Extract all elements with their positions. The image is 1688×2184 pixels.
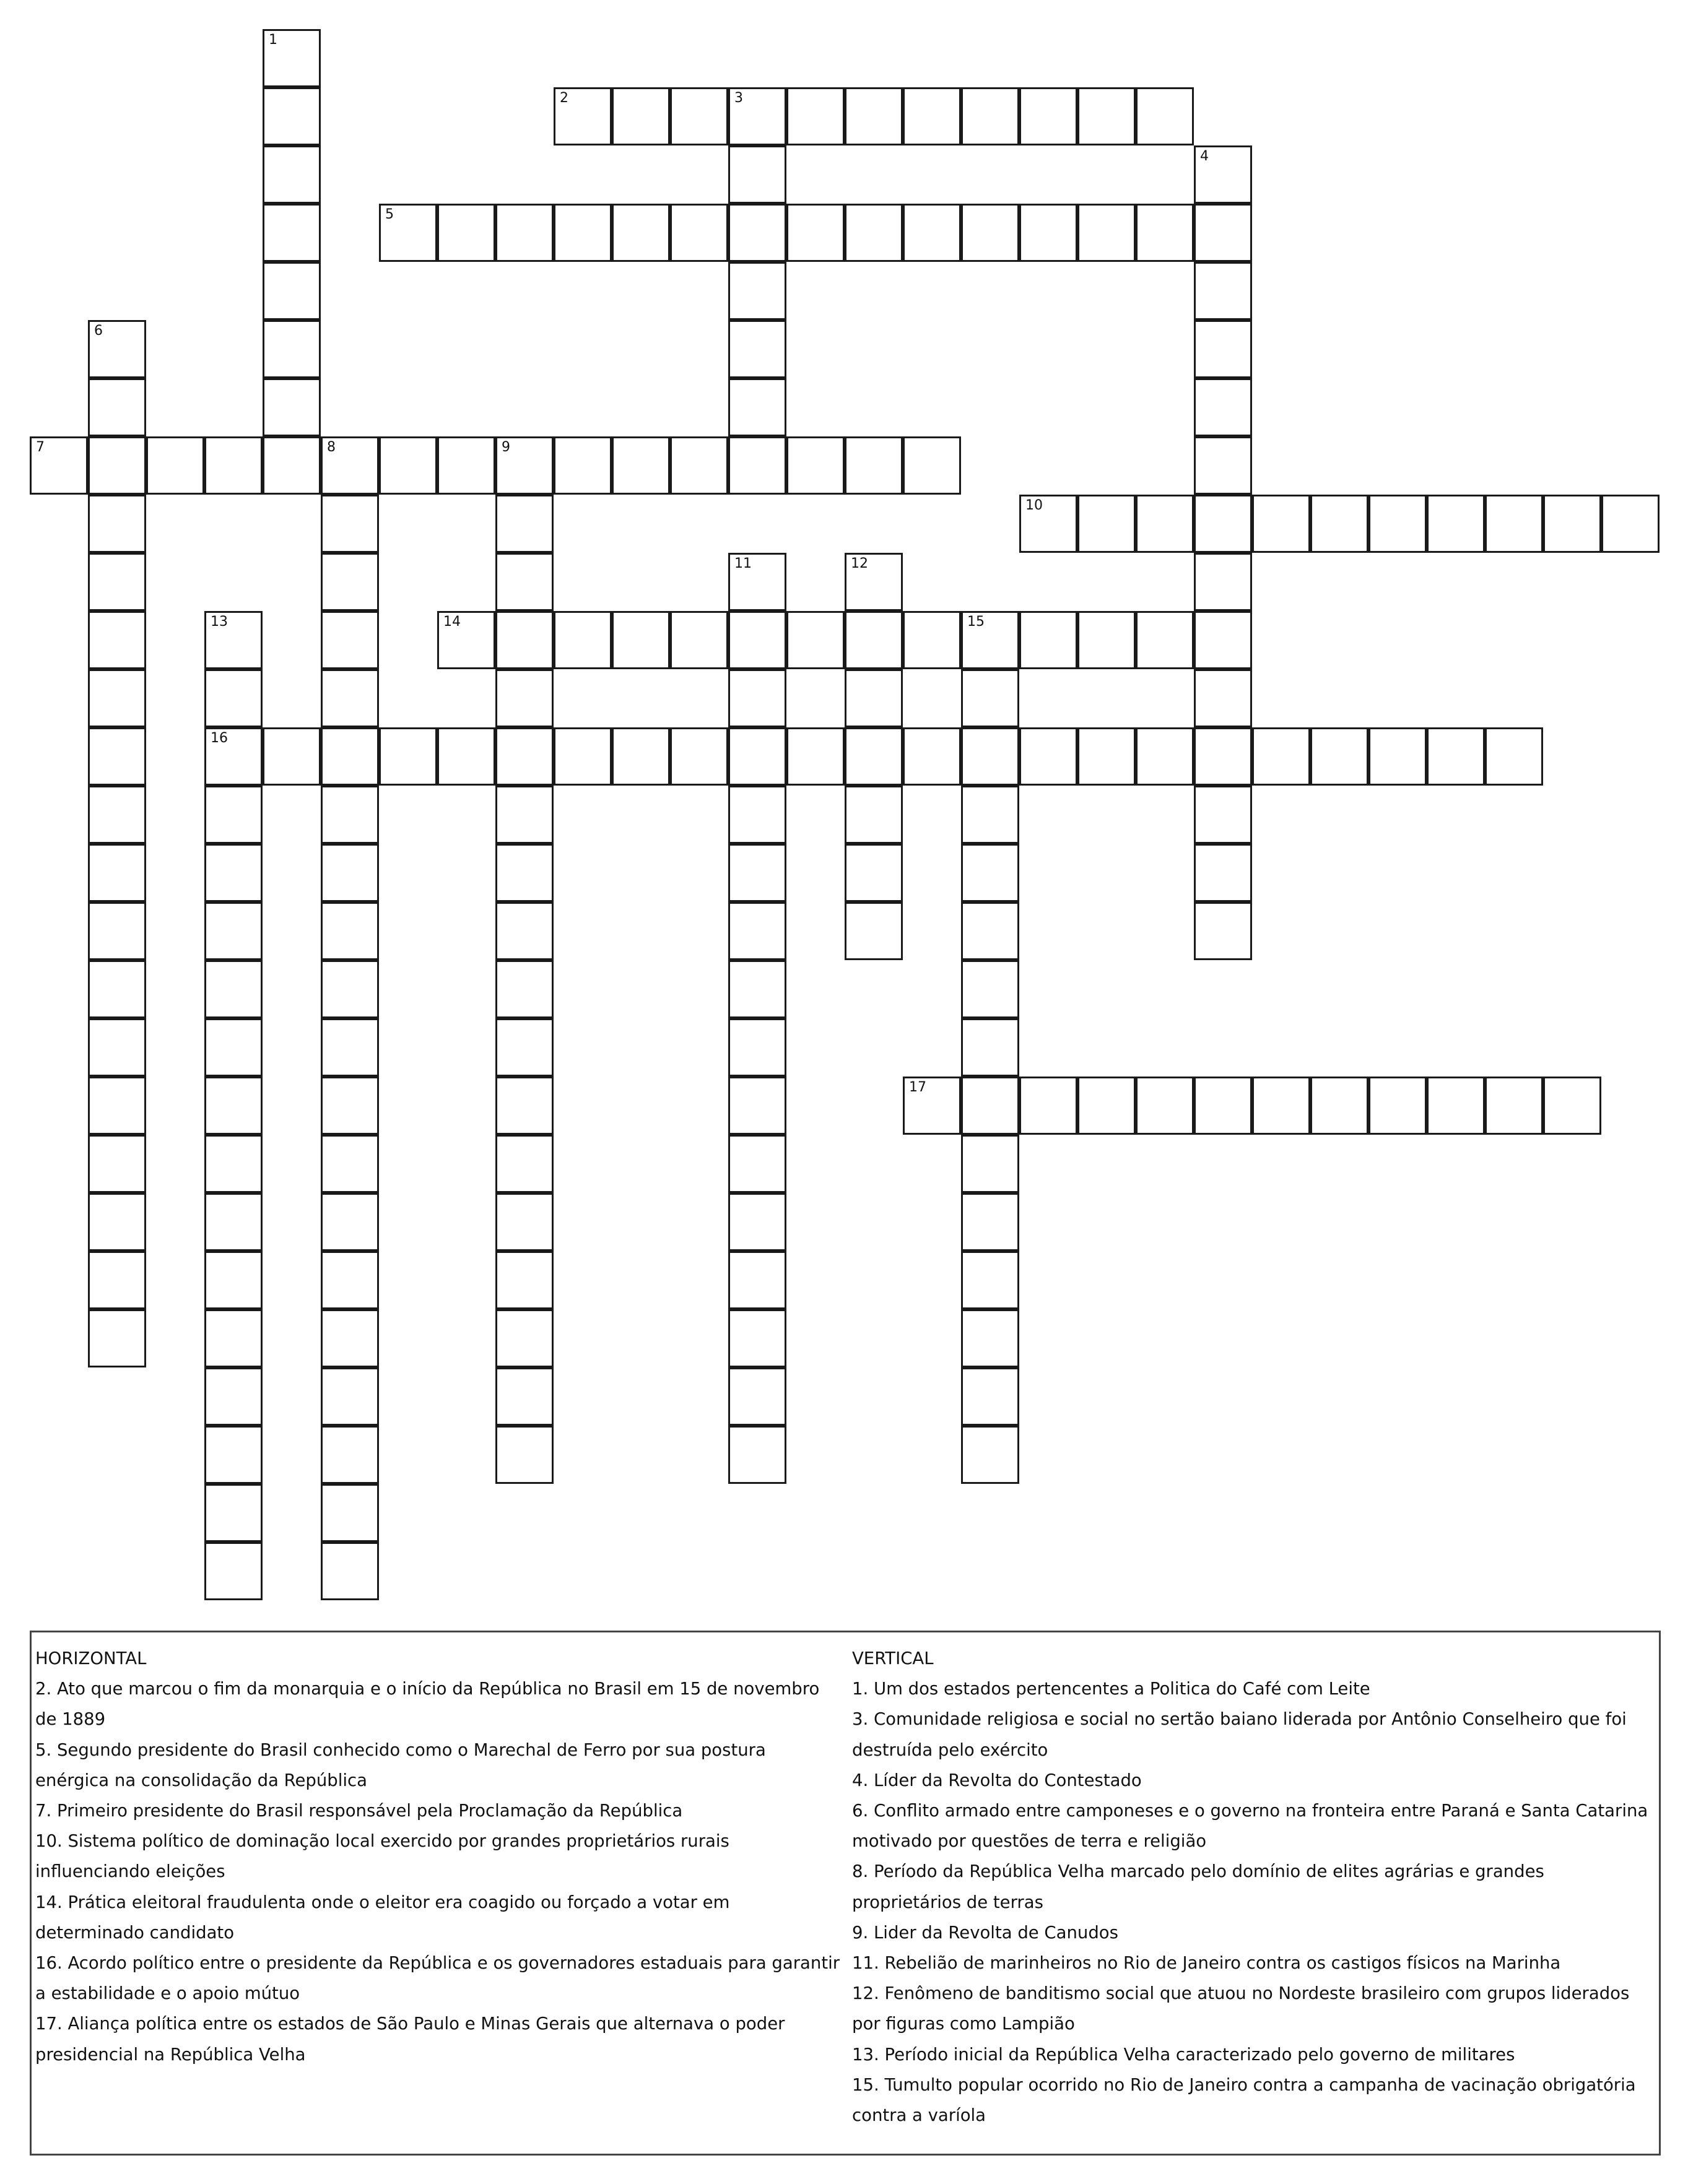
grid-cell[interactable] xyxy=(263,29,321,87)
clue-number: 4 xyxy=(1200,149,1209,164)
grid-cell[interactable] xyxy=(961,786,1019,844)
grid-cell[interactable] xyxy=(961,902,1019,960)
grid-cell[interactable] xyxy=(321,1077,379,1135)
grid-cell[interactable] xyxy=(1194,553,1252,611)
clue-number: 3 xyxy=(734,90,743,106)
down-clue-3: 3. Comunidade religiosa e social no sertão baiano liderada por Antônio Conselheiro que foi destruída pelo exército xyxy=(852,1709,1627,1760)
grid-cell[interactable] xyxy=(88,1309,146,1367)
grid-cell[interactable] xyxy=(88,1193,146,1251)
across-clue-10: 10. Sistema político de dominação local exercido por grandes proprietários rurais influenciando eleições xyxy=(35,1831,729,1882)
grid-cell[interactable] xyxy=(961,1018,1019,1077)
grid-cell[interactable] xyxy=(495,495,554,553)
grid-cell[interactable] xyxy=(728,1135,786,1193)
grid-cell[interactable] xyxy=(1136,727,1194,786)
down-heading: VERTICAL xyxy=(852,1649,934,1668)
grid-cell[interactable] xyxy=(728,553,786,611)
grid-cell[interactable] xyxy=(88,1018,146,1077)
grid-cell[interactable] xyxy=(263,204,321,262)
grid-cell[interactable] xyxy=(728,611,786,669)
grid-cell[interactable] xyxy=(845,844,903,902)
grid-cell[interactable] xyxy=(786,611,845,669)
grid-cell[interactable] xyxy=(321,495,379,553)
across-heading: HORIZONTAL xyxy=(35,1649,147,1668)
clue-number: 7 xyxy=(36,440,45,455)
grid-cell[interactable] xyxy=(495,1135,554,1193)
grid-cell[interactable] xyxy=(903,611,961,669)
clue-number: 2 xyxy=(560,90,568,106)
clue-number: 17 xyxy=(909,1080,926,1095)
clue-number: 11 xyxy=(734,556,752,571)
grid-cell[interactable] xyxy=(612,611,670,669)
grid-cell[interactable] xyxy=(1136,87,1194,145)
grid-cell[interactable] xyxy=(728,844,786,902)
grid-cell[interactable] xyxy=(321,1018,379,1077)
grid-cell[interactable] xyxy=(88,553,146,611)
grid-cell[interactable] xyxy=(495,844,554,902)
grid-cell[interactable] xyxy=(1019,611,1077,669)
across-clue-17: 17. Aliança política entre os estados de São Paulo e Minas Gerais que alternava o poder presidencial na República Velha xyxy=(35,2014,785,2065)
grid-cell[interactable] xyxy=(30,436,88,495)
grid-cell[interactable] xyxy=(1077,495,1136,553)
grid-cell[interactable] xyxy=(204,436,263,495)
grid-cell[interactable] xyxy=(1310,495,1368,553)
grid-cell[interactable] xyxy=(88,320,146,378)
grid-cell[interactable] xyxy=(961,87,1019,145)
grid-cell[interactable] xyxy=(728,669,786,727)
grid-cell[interactable] xyxy=(204,1367,263,1426)
grid-cell[interactable] xyxy=(1485,727,1543,786)
grid-cell[interactable] xyxy=(728,1018,786,1077)
grid-cell[interactable] xyxy=(670,727,728,786)
grid-cell[interactable] xyxy=(1427,727,1485,786)
grid-cell[interactable] xyxy=(88,786,146,844)
grid-cell[interactable] xyxy=(321,669,379,727)
grid-cell[interactable] xyxy=(204,669,263,727)
grid-cell[interactable] xyxy=(263,145,321,204)
grid-cell[interactable] xyxy=(321,960,379,1018)
grid-cell[interactable] xyxy=(1252,495,1310,553)
grid-cell[interactable] xyxy=(1194,844,1252,902)
grid-cell[interactable] xyxy=(1077,611,1136,669)
grid-cell[interactable] xyxy=(845,727,903,786)
across-clue-5: 5. Segundo presidente do Brasil conhecido como o Marechal de Ferro por sua postura enérgica na consolidação da República xyxy=(35,1740,766,1790)
grid-cell[interactable] xyxy=(495,727,554,786)
grid-cell[interactable] xyxy=(321,1426,379,1484)
grid-cell[interactable] xyxy=(612,727,670,786)
grid-cell[interactable] xyxy=(728,902,786,960)
grid-cell[interactable] xyxy=(1427,1077,1485,1135)
grid-cell[interactable] xyxy=(263,727,321,786)
grid-cell[interactable] xyxy=(88,436,146,495)
grid-cell[interactable] xyxy=(1427,495,1485,553)
grid-cell[interactable] xyxy=(88,1135,146,1193)
grid-cell[interactable] xyxy=(495,1018,554,1077)
grid-cell[interactable] xyxy=(670,204,728,262)
grid-cell[interactable] xyxy=(321,553,379,611)
grid-cell[interactable] xyxy=(204,1484,263,1542)
grid-cell[interactable] xyxy=(903,204,961,262)
grid-cell[interactable] xyxy=(204,960,263,1018)
grid-cell[interactable] xyxy=(88,727,146,786)
grid-cell[interactable] xyxy=(495,1193,554,1251)
grid-cell[interactable] xyxy=(1194,204,1252,262)
clue-number: 14 xyxy=(443,614,461,630)
grid-cell[interactable] xyxy=(1194,727,1252,786)
down-clue-4: 4. Líder da Revolta do Contestado xyxy=(852,1770,1142,1790)
grid-cell[interactable] xyxy=(321,1542,379,1600)
across-clue-14: 14. Prática eleitoral fraudulenta onde o eleitor era coagido ou forçado a votar em determinado candidato xyxy=(35,1892,730,1943)
grid-cell[interactable] xyxy=(1543,495,1601,553)
grid-cell[interactable] xyxy=(437,611,495,669)
grid-cell[interactable] xyxy=(728,378,786,436)
grid-cell[interactable] xyxy=(495,436,554,495)
grid-cell[interactable] xyxy=(204,727,263,786)
grid-cell[interactable] xyxy=(728,786,786,844)
grid-cell[interactable] xyxy=(728,262,786,320)
grid-cell[interactable] xyxy=(495,902,554,960)
grid-cell[interactable] xyxy=(1136,611,1194,669)
clue-number: 16 xyxy=(211,730,228,746)
across-clues-column xyxy=(35,1644,840,2070)
grid-cell[interactable] xyxy=(1077,87,1136,145)
clues-panel xyxy=(30,1631,1661,2156)
grid-cell[interactable] xyxy=(88,669,146,727)
grid-cell[interactable] xyxy=(903,436,961,495)
grid-cell[interactable] xyxy=(1310,1077,1368,1135)
down-clue-9: 9. Lider da Revolta de Canudos xyxy=(852,1922,1118,1943)
down-clue-12: 12. Fenômeno de banditismo social que atuou no Nordeste brasileiro com grupos liderados por figuras como Lampião xyxy=(852,1983,1630,2034)
grid-cell[interactable] xyxy=(495,786,554,844)
grid-cell[interactable] xyxy=(845,436,903,495)
grid-cell[interactable] xyxy=(961,1367,1019,1426)
grid-cell[interactable] xyxy=(204,1018,263,1077)
grid-cell[interactable] xyxy=(728,1367,786,1426)
grid-cell[interactable] xyxy=(88,1251,146,1309)
grid-cell[interactable] xyxy=(321,1251,379,1309)
grid-cell[interactable] xyxy=(495,1426,554,1484)
grid-cell[interactable] xyxy=(670,436,728,495)
grid-cell[interactable] xyxy=(321,1193,379,1251)
grid-cell[interactable] xyxy=(786,436,845,495)
clue-number: 8 xyxy=(327,440,336,455)
grid-cell[interactable] xyxy=(670,87,728,145)
clue-number: 5 xyxy=(385,207,394,222)
grid-cell[interactable] xyxy=(263,262,321,320)
grid-cell[interactable] xyxy=(1252,1077,1310,1135)
grid-cell[interactable] xyxy=(554,204,612,262)
grid-cell[interactable] xyxy=(1019,727,1077,786)
grid-cell[interactable] xyxy=(321,727,379,786)
grid-cell[interactable] xyxy=(961,960,1019,1018)
grid-cell[interactable] xyxy=(204,844,263,902)
grid-cell[interactable] xyxy=(88,495,146,553)
grid-cell[interactable] xyxy=(1194,262,1252,320)
across-clue-16: 16. Acordo político entre o presidente da República e os governadores estaduais para garantir a estabilidade e o apoio mútuo xyxy=(35,1953,840,2004)
clue-number: 6 xyxy=(94,323,103,339)
grid-cell[interactable] xyxy=(903,1077,961,1135)
grid-cell[interactable] xyxy=(845,87,903,145)
grid-cell[interactable] xyxy=(495,553,554,611)
grid-cell[interactable] xyxy=(495,1367,554,1426)
grid-cell[interactable] xyxy=(1019,1077,1077,1135)
grid-cell[interactable] xyxy=(1194,1077,1252,1135)
grid-cell[interactable] xyxy=(728,1426,786,1484)
clue-number: 12 xyxy=(851,556,868,571)
grid-cell[interactable] xyxy=(379,436,437,495)
clue-number: 13 xyxy=(211,614,228,630)
grid-cell[interactable] xyxy=(379,204,437,262)
grid-cell[interactable] xyxy=(554,436,612,495)
grid-cell[interactable] xyxy=(1368,1077,1427,1135)
grid-cell[interactable] xyxy=(1136,204,1194,262)
grid-cell[interactable] xyxy=(554,611,612,669)
grid-cell[interactable] xyxy=(1310,727,1368,786)
grid-cell[interactable] xyxy=(845,611,903,669)
grid-cell[interactable] xyxy=(263,436,321,495)
grid-cell[interactable] xyxy=(554,87,612,145)
grid-cell[interactable] xyxy=(1077,727,1136,786)
grid-cell[interactable] xyxy=(1194,669,1252,727)
grid-cell[interactable] xyxy=(903,727,961,786)
down-clue-13: 13. Período inicial da República Velha caracterizado pelo governo de militares xyxy=(852,2044,1515,2065)
grid-cell[interactable] xyxy=(1194,145,1252,204)
grid-cell[interactable] xyxy=(495,204,554,262)
grid-cell[interactable] xyxy=(728,960,786,1018)
grid-cell[interactable] xyxy=(1194,495,1252,553)
grid-cell[interactable] xyxy=(961,669,1019,727)
grid-cell[interactable] xyxy=(321,1484,379,1542)
grid-cell[interactable] xyxy=(786,87,845,145)
grid-cell[interactable] xyxy=(321,436,379,495)
grid-cell[interactable] xyxy=(204,1135,263,1193)
grid-cell[interactable] xyxy=(88,960,146,1018)
grid-cell[interactable] xyxy=(1194,378,1252,436)
grid-cell[interactable] xyxy=(204,1077,263,1135)
grid-cell[interactable] xyxy=(1485,495,1543,553)
grid-cell[interactable] xyxy=(728,1193,786,1251)
grid-cell[interactable] xyxy=(1485,1077,1543,1135)
grid-cell[interactable] xyxy=(1194,320,1252,378)
grid-cell[interactable] xyxy=(437,436,495,495)
grid-cell[interactable] xyxy=(670,611,728,669)
grid-cell[interactable] xyxy=(1543,1077,1601,1135)
grid-cell[interactable] xyxy=(321,1309,379,1367)
grid-cell[interactable] xyxy=(961,611,1019,669)
grid-cell[interactable] xyxy=(1194,611,1252,669)
grid-cell[interactable] xyxy=(845,204,903,262)
grid-cell[interactable] xyxy=(204,1309,263,1367)
grid-cell[interactable] xyxy=(728,1251,786,1309)
grid-cell[interactable] xyxy=(845,553,903,611)
across-clue-2: 2. Ato que marcou o fim da monarquia e o início da República no Brasil em 15 de novembro de 1889 xyxy=(35,1679,820,1730)
grid-cell[interactable] xyxy=(961,727,1019,786)
grid-cell[interactable] xyxy=(88,844,146,902)
grid-cell[interactable] xyxy=(1368,495,1427,553)
grid-cell[interactable] xyxy=(612,204,670,262)
grid-cell[interactable] xyxy=(961,1193,1019,1251)
down-clue-11: 11. Rebelião de marinheiros no Rio de Janeiro contra os castigos físicos na Marinha xyxy=(852,1953,1561,1974)
grid-cell[interactable] xyxy=(961,204,1019,262)
clue-number: 10 xyxy=(1025,498,1043,513)
grid-cell[interactable] xyxy=(1252,727,1310,786)
grid-cell[interactable] xyxy=(204,1193,263,1251)
grid-cell[interactable] xyxy=(88,1077,146,1135)
grid-cell[interactable] xyxy=(728,145,786,204)
grid-cell[interactable] xyxy=(1194,436,1252,495)
down-clue-15: 15. Tumulto popular ocorrido no Rio de Janeiro contra a campanha de vacinação obrigatória contra a varíola xyxy=(852,2074,1636,2126)
grid-cell[interactable] xyxy=(495,960,554,1018)
grid-cell[interactable] xyxy=(437,204,495,262)
grid-cell[interactable] xyxy=(1077,1077,1136,1135)
grid-cell[interactable] xyxy=(961,1135,1019,1193)
grid-cell[interactable] xyxy=(1136,495,1194,553)
grid-cell[interactable] xyxy=(786,727,845,786)
grid-cell[interactable] xyxy=(1194,902,1252,960)
grid-cell[interactable] xyxy=(1019,495,1077,553)
grid-cell[interactable] xyxy=(263,320,321,378)
grid-cell[interactable] xyxy=(1136,1077,1194,1135)
grid-cell[interactable] xyxy=(204,902,263,960)
grid-cell[interactable] xyxy=(204,611,263,669)
grid-cell[interactable] xyxy=(1019,87,1077,145)
grid-cell[interactable] xyxy=(495,1309,554,1367)
clue-number: 1 xyxy=(269,32,277,48)
grid-cell[interactable] xyxy=(88,378,146,436)
grid-cell[interactable] xyxy=(495,1251,554,1309)
grid-cell[interactable] xyxy=(1601,495,1660,553)
grid-cell[interactable] xyxy=(728,1309,786,1367)
grid-cell[interactable] xyxy=(88,902,146,960)
grid-cell[interactable] xyxy=(961,1251,1019,1309)
down-clue-6: 6. Conflito armado entre camponeses e o governo na fronteira entre Paraná e Santa Catarina motivado por questões de terra e religião xyxy=(852,1801,1648,1852)
grid-cell[interactable] xyxy=(961,1426,1019,1484)
grid-cell[interactable] xyxy=(728,1077,786,1135)
grid-cell[interactable] xyxy=(204,1542,263,1600)
grid-cell[interactable] xyxy=(845,786,903,844)
grid-cell[interactable] xyxy=(961,1077,1019,1135)
grid-cell[interactable] xyxy=(204,1251,263,1309)
across-clue-7: 7. Primeiro presidente do Brasil responsável pela Proclamação da República xyxy=(35,1801,683,1821)
grid-cell[interactable] xyxy=(495,611,554,669)
grid-cell[interactable] xyxy=(437,727,495,786)
down-clue-8: 8. Período da República Velha marcado pelo domínio de elites agrárias e grandes proprietários de terras xyxy=(852,1861,1544,1912)
down-clue-1: 1. Um dos estados pertencentes a Politica do Café com Leite xyxy=(852,1679,1370,1699)
grid-cell[interactable] xyxy=(321,1367,379,1426)
grid-cell[interactable] xyxy=(612,436,670,495)
grid-cell[interactable] xyxy=(728,320,786,378)
grid-cell[interactable] xyxy=(1077,204,1136,262)
grid-cell[interactable] xyxy=(728,87,786,145)
grid-cell[interactable] xyxy=(1368,727,1427,786)
grid-cell[interactable] xyxy=(495,669,554,727)
clue-number: 15 xyxy=(967,614,985,630)
grid-cell[interactable] xyxy=(903,87,961,145)
grid-cell[interactable] xyxy=(728,727,786,786)
grid-cell[interactable] xyxy=(845,902,903,960)
grid-cell[interactable] xyxy=(845,669,903,727)
grid-cell[interactable] xyxy=(495,1077,554,1135)
grid-cell[interactable] xyxy=(728,204,786,262)
grid-cell[interactable] xyxy=(379,727,437,786)
grid-cell[interactable] xyxy=(321,844,379,902)
grid-cell[interactable] xyxy=(146,436,204,495)
grid-cell[interactable] xyxy=(1194,786,1252,844)
grid-cell[interactable] xyxy=(786,204,845,262)
grid-cell[interactable] xyxy=(961,844,1019,902)
grid-cell[interactable] xyxy=(263,378,321,436)
grid-cell[interactable] xyxy=(612,87,670,145)
down-clues-column xyxy=(852,1644,1651,2131)
grid-cell[interactable] xyxy=(961,1309,1019,1367)
grid-cell[interactable] xyxy=(554,727,612,786)
grid-cell[interactable] xyxy=(321,786,379,844)
grid-cell[interactable] xyxy=(321,1135,379,1193)
grid-cell[interactable] xyxy=(1019,204,1077,262)
grid-cell[interactable] xyxy=(263,87,321,145)
grid-cell[interactable] xyxy=(204,786,263,844)
grid-cell[interactable] xyxy=(321,611,379,669)
clue-number: 9 xyxy=(502,440,510,455)
grid-cell[interactable] xyxy=(88,611,146,669)
grid-cell[interactable] xyxy=(204,1426,263,1484)
grid-cell[interactable] xyxy=(728,436,786,495)
grid-cell[interactable] xyxy=(321,902,379,960)
